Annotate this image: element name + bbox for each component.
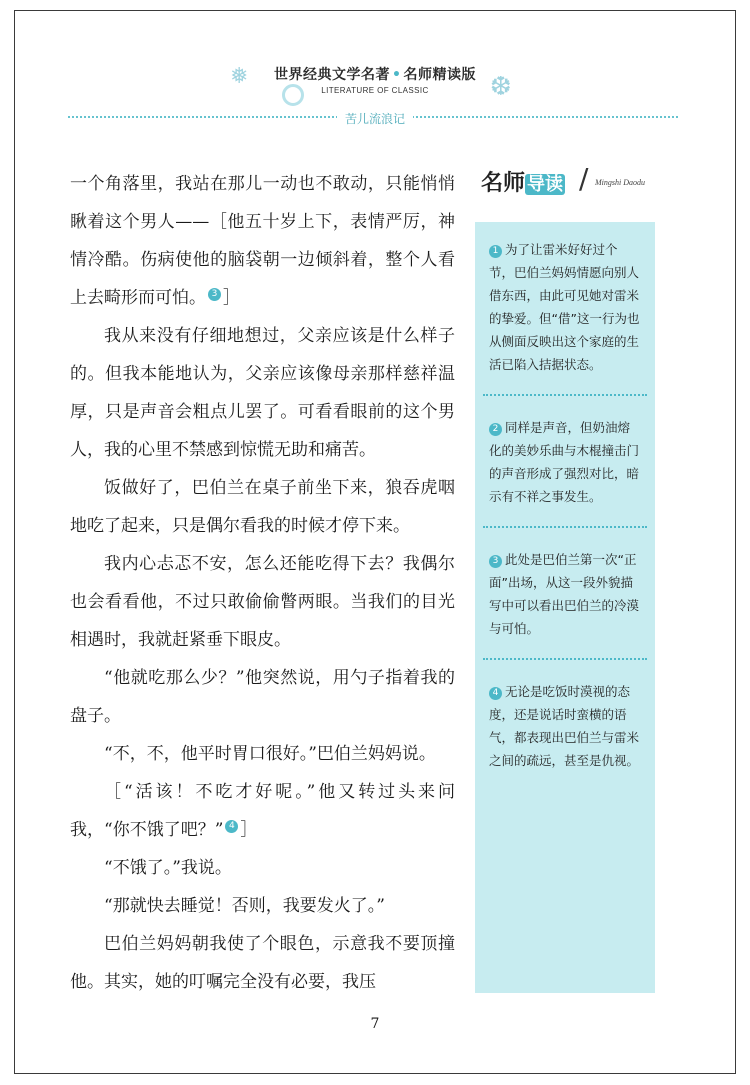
guide-note [489,548,641,640]
paragraph-text: ［“活该！不吃才好呢。”他又转过头来问我，“你不饿了吧？” [70,782,455,840]
guide-note [489,416,641,508]
paragraph-text: “不饿了。”我说。 [104,858,232,878]
book-title-wrap [0,108,750,127]
paragraph [70,659,455,735]
slash-decoration: / [579,162,589,195]
snowflake-icon: ❅ [230,64,249,89]
note-text: 为了让雷米好好过个节，巴伯兰妈妈情愿向别人借东西，由此可见她对雷米的挚爱。但“借”这一行为也从侧面反映出这个家庭的生活已陷入拮据状态。 [489,242,640,372]
paragraph-text: 我从来没有仔细地想过，父亲应该是什么样子的。但我本能地认为，父亲应该像母亲那样慈祥温厚，只是声音会粗点儿罢了。可看看眼前的这个男人，我的心里不禁感到惊慌无助和痛苦。 [70,326,455,460]
note-text: 无论是吃饭时漠视的态度，还是说话时蛮横的语气，都表现出巴伯兰与雷米之间的疏远，甚至是仇视。 [489,684,640,768]
note-text: 同样是声音，但奶油熔化的美妙乐曲与木棍撞击门的声音形成了强烈对比，暗示有不祥之事发生。 [489,420,640,504]
paragraph-text: 一个角落里，我站在那儿一动也不敢动，只能悄悄瞅着这个男人——［他五十岁上下，表情严厉，神情冷酷。伤病使他的脑袋朝一边倾斜着，整个人看上去畸形而可怕。 [70,174,455,308]
paragraph-text: 巴伯兰妈妈朝我使了个眼色，示意我不要顶撞他。其实，她的叮嘱完全没有必要，我压 [70,934,455,992]
note-number-badge: 2 [489,423,502,436]
note-text: 此处是巴伯兰第一次“正面”出场，从这一段外貌描写中可以看出巴伯兰的冷漠与可怕。 [489,552,640,636]
snowflake-icon: ❆ [490,72,512,102]
paragraph-text: 饭做好了，巴伯兰在桌子前坐下来，狼吞虎咽地吃了起来，只是偶尔看我的时候才停下来。 [70,478,455,536]
guide-note [489,680,641,772]
annotation-marker: 4 [225,820,238,833]
bracket-close: ］ [240,820,258,840]
paragraph [70,849,455,887]
paragraph-text: “他就吃那么少？”他突然说，用勺子指着我的盘子。 [70,668,455,726]
bracket-close: ］ [223,288,240,308]
main-text [70,165,455,1001]
note-divider [483,526,647,528]
guide-note [489,238,641,376]
series-title-edition: 名师精读版 [403,67,476,83]
paragraph [70,165,455,317]
paragraph-text: “不，不，他平时胃口很好。”巴伯兰妈妈说。 [104,744,436,764]
paragraph [70,469,455,545]
sidebar-title-b: 导读 [527,174,564,195]
note-divider [483,658,647,660]
paragraph [70,773,455,849]
annotation-marker: 3 [208,288,221,301]
sidebar-guide [475,160,655,993]
note-divider [483,394,647,396]
series-title-main: 世界经典文学名著 [274,67,391,83]
note-number-badge: 4 [489,687,502,700]
paragraph-text: 我内心忐忑不安，怎么还能吃得下去？我偶尔也会看看他，不过只敢偷偷瞥两眼。当我们的目光相遇时，我就赶紧垂下眼皮。 [70,554,455,650]
series-title-en: LITERATURE OF CLASSIC [321,86,429,95]
sidebar-title [481,166,565,197]
sidebar-notes [475,222,655,772]
page-number: 7 [370,1016,380,1032]
book-title: 苦儿流浪记 [337,112,413,126]
paragraph-text: “那就快去睡觉！否则，我要发火了。” [104,896,385,916]
sidebar-title-en: Mingshi Daodu [595,178,645,187]
series-title [0,64,750,84]
note-number-badge: 3 [489,555,502,568]
sidebar-header [475,160,655,222]
paragraph [70,887,455,925]
sidebar-title-a: 名师 [481,170,526,196]
paragraph [70,925,455,1001]
paragraph [70,735,455,773]
paragraph [70,317,455,469]
running-header [0,64,750,95]
note-number-badge: 1 [489,245,502,258]
paragraph [70,545,455,659]
bullet-dot-icon: • [392,67,402,83]
